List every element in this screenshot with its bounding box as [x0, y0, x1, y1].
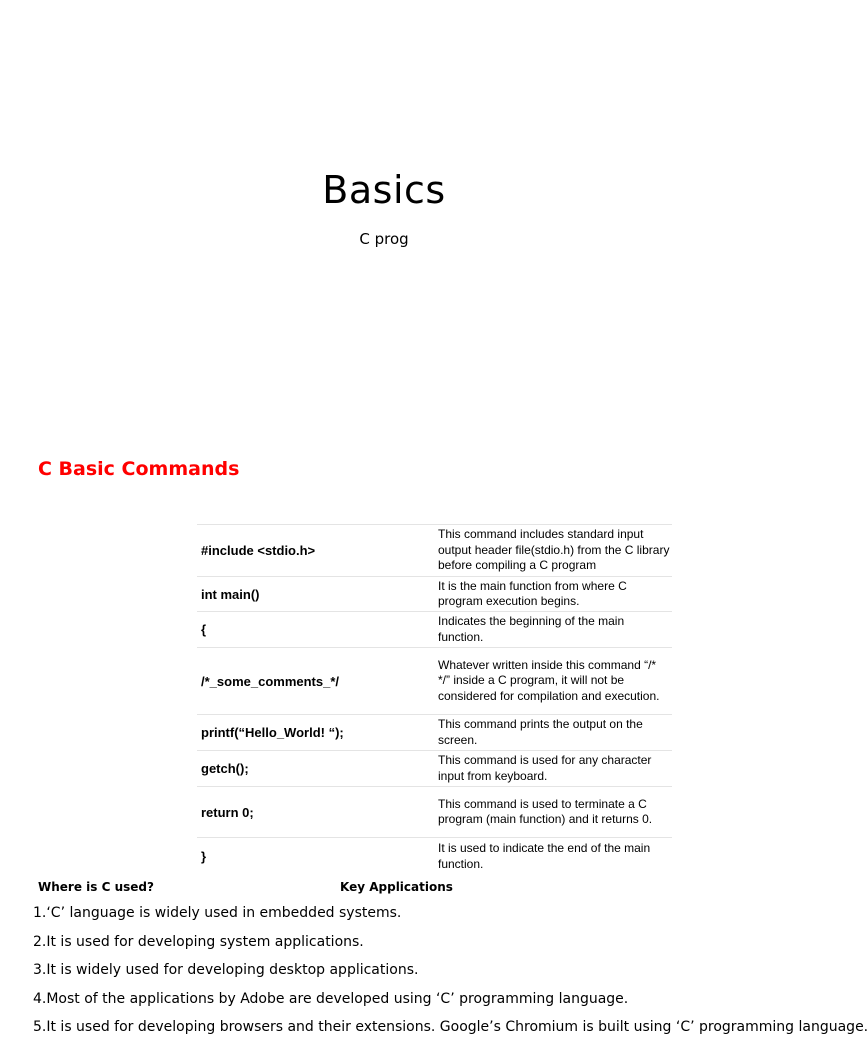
- table-row: [197, 525, 672, 577]
- description-cell: This command is used to terminate a C program (main function) and it returns 0.: [434, 787, 672, 838]
- description-cell: Indicates the beginning of the main function.: [434, 612, 672, 648]
- command-cell: printf(“Hello_World! “);: [197, 715, 434, 751]
- list-item: 2.It is used for developing system applications.: [33, 933, 364, 950]
- list-item: 3.It is widely used for developing desktop applications.: [33, 962, 419, 978]
- table-row: [197, 577, 672, 612]
- section-heading: C Basic Commands: [38, 458, 240, 480]
- description-cell: It is the main function from where C program execution begins.: [434, 577, 672, 612]
- description-cell: This command prints the output on the screen.: [434, 715, 672, 751]
- command-cell: #include <stdio.h>: [197, 525, 434, 577]
- list-item: 4.Most of the applications by Adobe are developed using ‘C’ programming language.: [33, 990, 629, 1007]
- description-cell: Whatever written inside this command “/* */” inside a C program, it will not be considered for compilation and execution.: [434, 648, 672, 715]
- page-title: Basics: [322, 168, 446, 212]
- description-cell: This command is used for any character input from keyboard.: [434, 751, 672, 787]
- applications-list: [33, 903, 868, 1046]
- list-item: 5.It is used for developing browsers and their extensions. Google’s Chromium is built using ‘C’ programming language.: [33, 1019, 868, 1035]
- commands-table-container: [197, 524, 672, 871]
- description-cell: It is used to indicate the end of the main function.: [434, 838, 672, 876]
- list-item: 1.‘C’ language is widely used in embedded systems.: [33, 905, 402, 921]
- table-row: [197, 612, 672, 648]
- table-row: [197, 715, 672, 751]
- command-cell: {: [197, 612, 434, 648]
- command-cell: /*_some_comments_*/: [197, 648, 434, 715]
- commands-table: [197, 524, 672, 876]
- command-cell: return 0;: [197, 787, 434, 838]
- where-is-c-used-label: Where is C used?: [38, 880, 154, 894]
- table-row: [197, 648, 672, 715]
- command-cell: }: [197, 838, 434, 876]
- page-subtitle: C prog: [359, 230, 409, 248]
- table-row: [197, 787, 672, 838]
- table-row: [197, 751, 672, 787]
- key-applications-label: Key Applications: [340, 880, 453, 894]
- table-row: [197, 838, 672, 876]
- command-cell: getch();: [197, 751, 434, 787]
- description-cell: This command includes standard input output header file(stdio.h) from the C library before compiling a C program: [434, 525, 672, 577]
- command-cell: int main(): [197, 577, 434, 612]
